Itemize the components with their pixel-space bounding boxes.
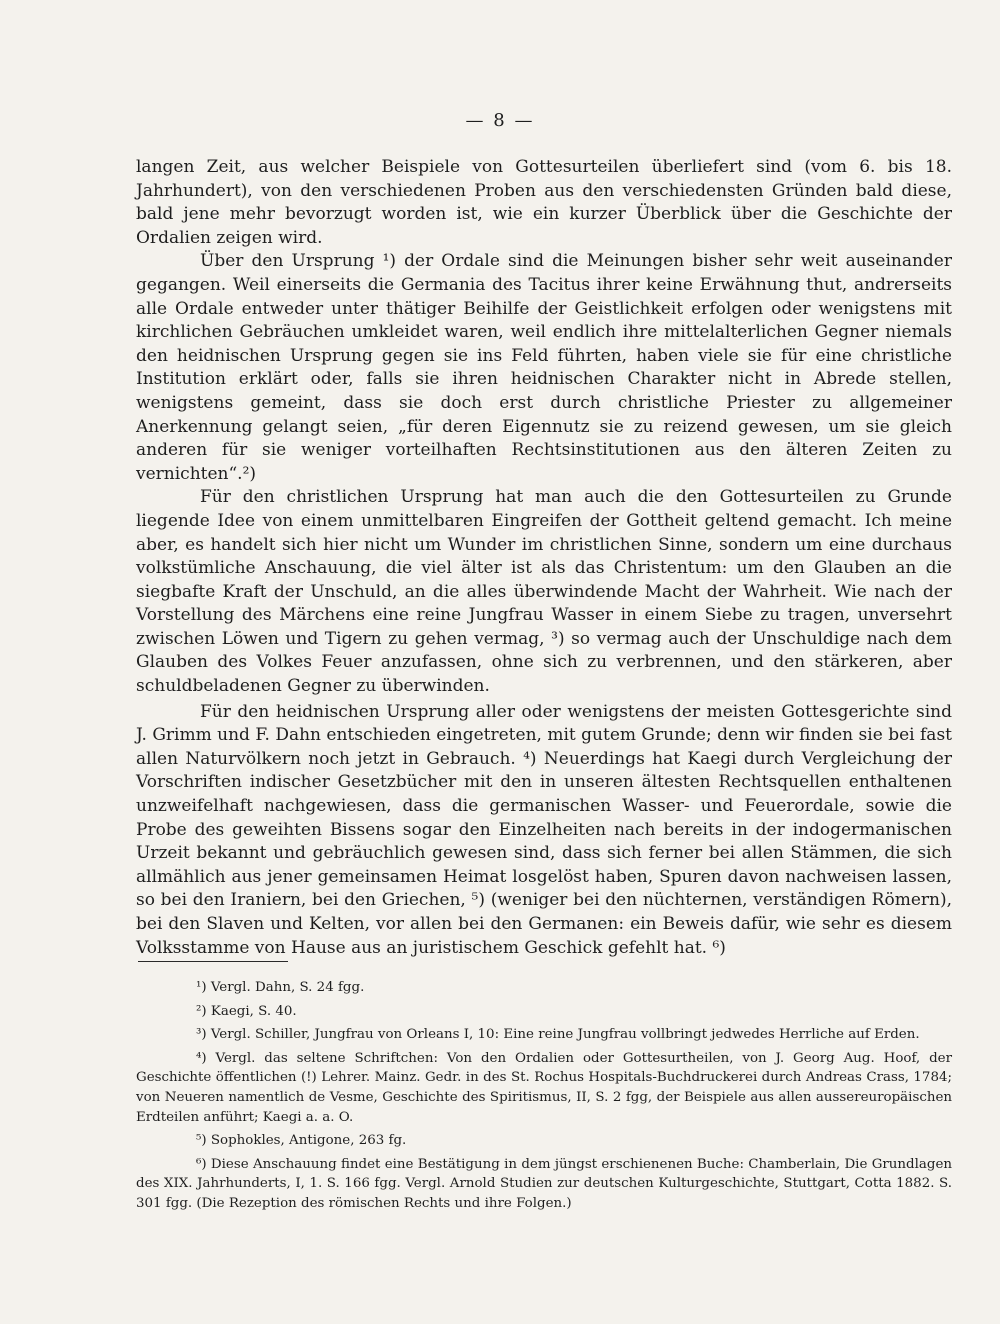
footnote-4: ⁴) Vergl. das seltene Schriftchen: Von den Ordalien oder Gottesurtheilen, von J. Georg Aug. Hoof, der Geschichte öffentlichen (!) Lehrer. Mainz. Gedr. in des St. Rochus Hospitals-Buchdruckerei durch Andreas Crass, 1784; von Neueren namentlich de Vesme, Geschichte des Spiritismus, II, S. 2 fgg, der Beispiele aus allen aussereuropäischen Erdteilen anführt; Kaegi a. a. O. bbox=[136, 1050, 952, 1125]
footnote-3: ³) Vergl. Schiller, Jungfrau von Orleans I, 10: Eine reine Jungfrau vollbringt jedwedes Herrliche auf Erden. bbox=[196, 1027, 920, 1043]
footnote-1: ¹) Vergl. Dahn, S. 24 fgg. bbox=[196, 980, 365, 995]
paragraph-3: Für den christlichen Ursprung hat man auch die den Gottesurteilen zu Grunde liegende Idee von einem unmittelbaren Eingreifen der Gottheit geltend gemacht. Ich meine aber, es handelt sich hier nicht um Wunder im christlichen Sinne, sondern um eine durchaus volkstümliche Anschauung, die viel älter ist als das Christentum: um den Glauben an die siegbafte Kraft der Unschuld, an die alles überwindende Macht der Wahrheit. Wie nach der Vorstellung des Märchens eine reine Jungfrau Wasser in einem Siebe zu tragen, unversehrt zwischen Löwen und Tigern zu gehen vermag, ³) so vermag auch der Unschuldige nach dem Glauben des Volkes Feuer anzufassen, ohne sich zu verbrennen, und den stärkeren, aber schuldbeladenen Gegner zu überwinden. bbox=[136, 487, 952, 697]
footnotes bbox=[136, 978, 952, 1218]
footnote-5: ⁵) Sophokles, Antigone, 263 fg. bbox=[196, 1133, 407, 1149]
paragraph-2: Über den Ursprung ¹) der Ordale sind die Meinungen bisher sehr weit auseinander gegangen. Weil einerseits die Germania des Tacitus ihrer keine Erwähnung thut, andrerseits alle Ordale entweder unter thätiger Beihilfe der Geistlichkeit erfolgen oder wenigstens mit kirchlichen Gebräuchen umkleidet waren, weil endlich ihre mittelalterlichen Gegner niemals den heidnischen Ursprung gegen sie ins Feld führten, haben viele sie für eine christliche Institution erklärt oder, falls sie ihren heidnischen Charakter nicht in Abrede stellen, wenigstens gemeint, dass sie doch erst durch christliche Priester zu allgemeiner Anerkennung gelangt seien, „für deren Eigennutz sie zu reizend gewesen, um sie gleich anderen für sie weniger vorteilhaften Rechtsinstitutionen aus den älteren Zeiten zu vernichten“.²) bbox=[136, 251, 952, 484]
paragraph-1: langen Zeit, aus welcher Beispiele von Gottesurteilen überliefert sind (vom 6. bis 18. Jahrhundert), von den verschiedenen Proben aus den verschiedensten Gründen bald diese, bald jene mehr bevorzugt worden ist, wie ein kurzer Überblick über die Geschichte der Ordalien zeigen wird. bbox=[136, 157, 952, 248]
footnote-6: ⁶) Diese Anschauung findet eine Bestätigung in dem jüngst erschienenen Buche: Chamberlain, Die Grundlagen des XIX. Jahrhunderts, I, 1. S. 166 fgg. Vergl. Arnold Studien zur deutschen Kulturgeschichte, Stuttgart, Cotta 1882. S. 301 fgg. (Die Rezeption des römischen Rechts und ihre Folgen.) bbox=[136, 1156, 952, 1211]
main-text bbox=[136, 156, 952, 960]
footnote-divider bbox=[138, 961, 288, 962]
page-number: — 8 — bbox=[465, 110, 535, 131]
footnote-2: ²) Kaegi, S. 40. bbox=[196, 1003, 297, 1019]
paragraph-4: Für den heidnischen Ursprung aller oder wenigstens der meisten Gottesgerichte sind J. Grimm und F. Dahn entschieden eingetreten, mit gutem Grunde; denn wir finden sie bei fast allen Naturvölkern noch jetzt in Gebrauch. ⁴) Neuerdings hat Kaegi durch Vergleichung der Vorschriften indischer Gesetzbücher mit den in unseren ältesten Rechtsquellen enthaltenen unzweifelhaft nachgewiesen, dass die germanischen Wasser- und Feuerordale, sowie die Probe des geweihten Bissens sogar den Einzelheiten nach bereits in der indogermanischen Urzeit bekannt und gebräuchlich gewesen sind, dass sich ferner bei allen Stämmen, die sich allmählich aus jener gemeinsamen Heimat losgelöst haben, Spuren davon nachweisen lassen, so bei den Iraniern, bei den Griechen, ⁵) (weniger bei den nüchternen, verständigen Römern), bei den Slaven und Kelten, vor allen bei den Germanen: ein Beweis dafür, wie sehr es diesem Volksstamme von Hause aus an juristischem Geschick gefehlt hat. ⁶) bbox=[136, 701, 952, 958]
